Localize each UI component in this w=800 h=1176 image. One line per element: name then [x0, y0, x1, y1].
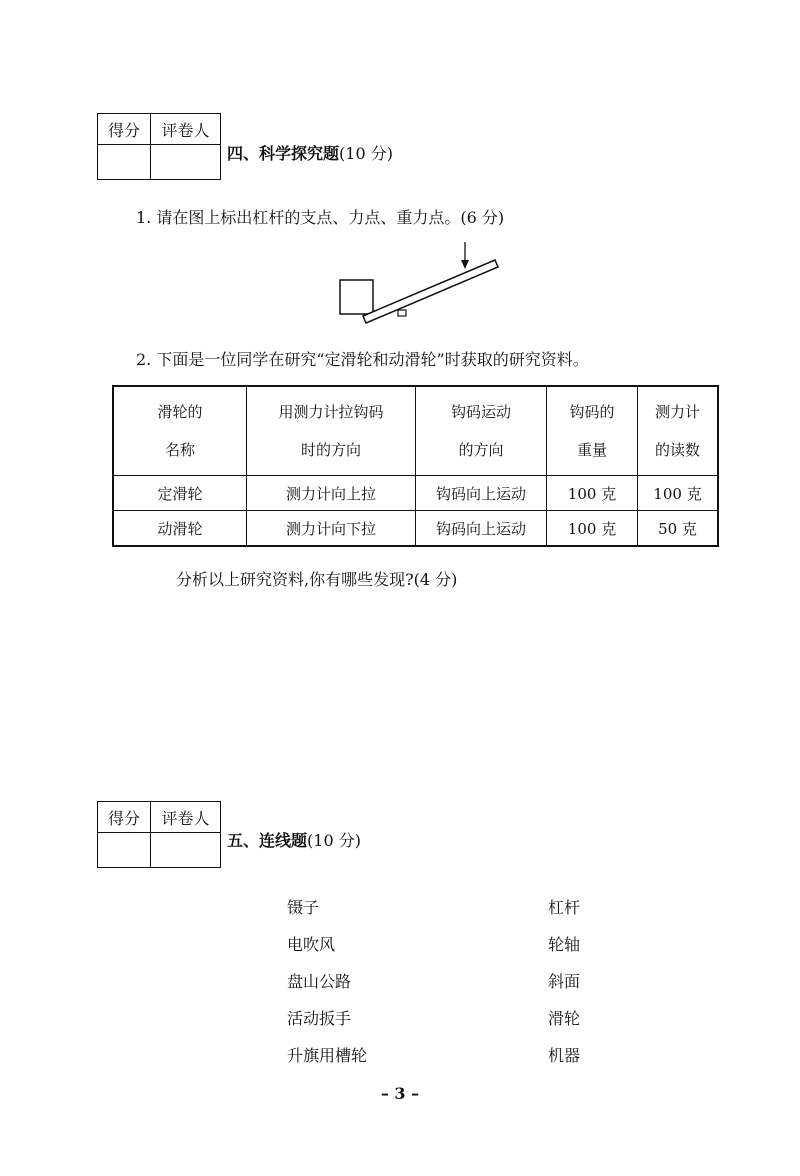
table-cell: 动滑轮 — [113, 511, 247, 547]
match-left-item[interactable]: 升旗用槽轮 — [287, 1046, 368, 1065]
header-pulley-name: 滑轮的 名称 — [113, 386, 247, 476]
score-label: 得分 — [98, 802, 151, 833]
match-left-item[interactable]: 活动扳手 — [287, 1009, 352, 1028]
answer-area[interactable] — [176, 600, 716, 780]
match-left-item[interactable]: 盘山公路 — [287, 972, 352, 991]
score-box-section4 — [97, 113, 221, 180]
grader-blank[interactable] — [151, 833, 221, 868]
score-blank[interactable] — [98, 833, 151, 868]
table-header-row — [113, 386, 718, 476]
match-right-item[interactable]: 滑轮 — [548, 1009, 581, 1028]
question-2-intro: 2. 下面是一位同学在研究“定滑轮和动滑轮”时获取的研究资料。 — [136, 350, 589, 369]
match-right-item[interactable]: 轮轴 — [548, 935, 581, 954]
table-cell: 钩码向上运动 — [416, 511, 547, 547]
header-move-direction: 钩码运动 的方向 — [416, 386, 547, 476]
header-pull-direction: 用测力计拉钩码 时的方向 — [247, 386, 416, 476]
page-number: – 3 – — [380, 1084, 420, 1103]
grader-blank[interactable] — [151, 145, 221, 180]
lever-bar — [363, 260, 498, 323]
score-blank[interactable] — [98, 145, 151, 180]
match-right-item[interactable]: 机器 — [548, 1046, 581, 1065]
header-reading: 测力计 的读数 — [638, 386, 719, 476]
section4-points: (10 分) — [339, 144, 393, 163]
section4-title — [227, 141, 393, 164]
section5-title — [227, 828, 361, 851]
section5-title-text: 五、连线题 — [227, 831, 308, 850]
table-cell: 100 克 — [547, 476, 638, 511]
table-cell: 50 克 — [638, 511, 719, 547]
grader-label: 评卷人 — [151, 802, 221, 833]
table-cell: 100 克 — [638, 476, 719, 511]
score-label: 得分 — [98, 114, 151, 145]
header-weight: 钩码的 重量 — [547, 386, 638, 476]
table-row — [113, 511, 718, 547]
match-left-item[interactable]: 电吹风 — [287, 935, 336, 954]
weight-block — [340, 280, 373, 314]
pulley-data-table — [112, 385, 719, 547]
table-cell: 定滑轮 — [113, 476, 247, 511]
force-arrow-icon — [461, 260, 469, 269]
match-right-item[interactable]: 杠杆 — [548, 898, 581, 917]
question-1: 1. 请在图上标出杠杆的支点、力点、重力点。(6 分) — [136, 208, 505, 227]
score-box-section5 — [97, 801, 221, 868]
table-cell: 钩码向上运动 — [416, 476, 547, 511]
table-row — [113, 476, 718, 511]
table-cell: 100 克 — [547, 511, 638, 547]
table-cell: 测力计向下拉 — [247, 511, 416, 547]
section5-points: (10 分) — [307, 831, 361, 850]
table-cell: 测力计向上拉 — [247, 476, 416, 511]
fulcrum-block — [398, 310, 406, 316]
question-2-analysis: 分析以上研究资料,你有哪些发现?(4 分) — [176, 570, 458, 589]
lever-figure — [335, 238, 510, 333]
grader-label: 评卷人 — [151, 114, 221, 145]
match-right-item[interactable]: 斜面 — [548, 972, 581, 991]
section4-title-text: 四、科学探究题 — [227, 144, 340, 163]
match-left-item[interactable]: 镊子 — [287, 898, 320, 917]
